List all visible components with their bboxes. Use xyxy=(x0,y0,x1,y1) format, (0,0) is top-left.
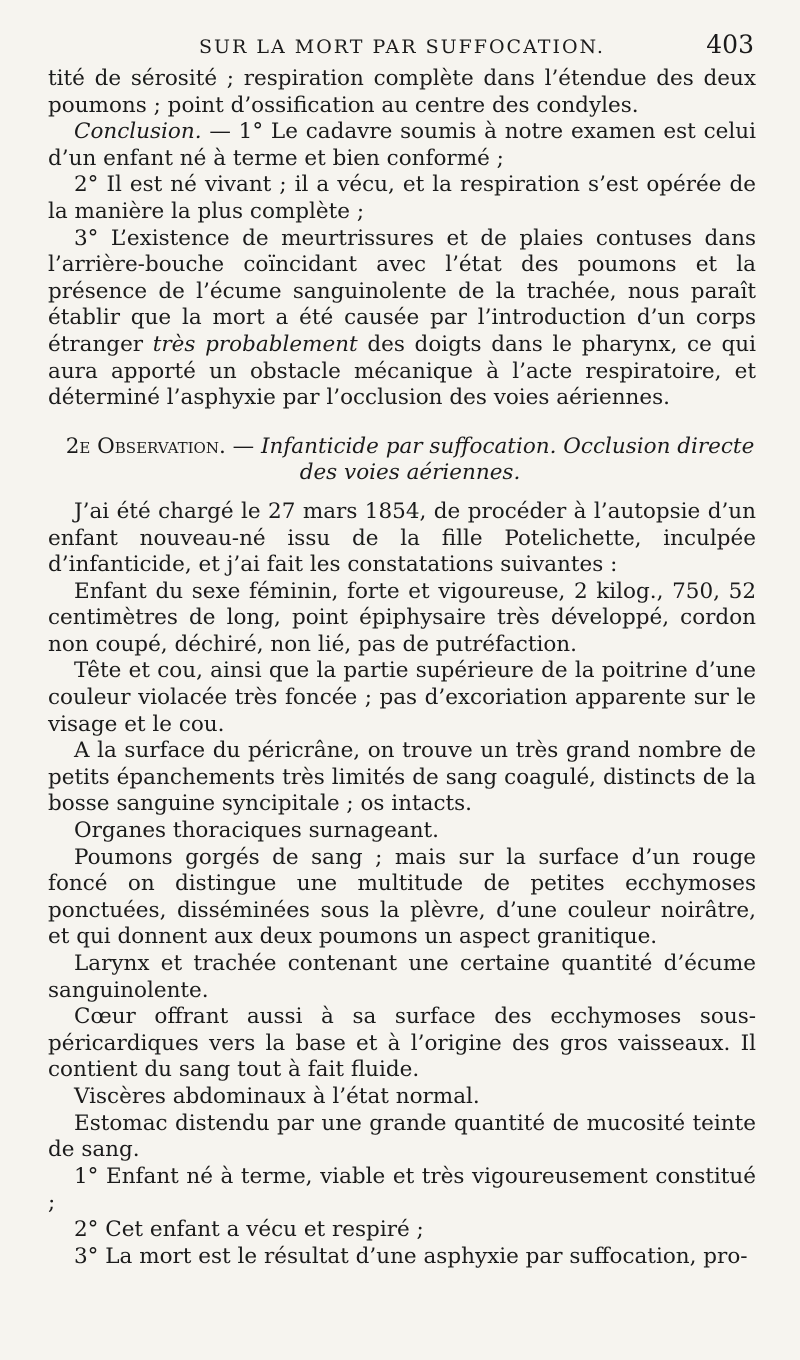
paragraph: Enfant du sexe féminin, forte et vigoureuse, 2 kilog., 750, 52 centimètres de long, point épiphysaire très développé, cordon non coupé, déchiré, non lié, pas de putréfaction. xyxy=(48,578,756,657)
paragraph: Viscères abdominaux à l’état normal. xyxy=(74,1083,480,1109)
page-body xyxy=(48,66,756,1270)
paragraph: J’ai été chargé le 27 mars 1854, de procéder à l’autopsie d’un enfant nouveau-né issu de la fille Potelichette, inculpée d’infanticide, et j’ai fait les constatations suivantes : xyxy=(48,498,756,578)
paragraph: 2° Cet enfant a vécu et respiré ; xyxy=(74,1216,424,1242)
text-run: des doigts dans le pharynx, ce qui aura apporté un obstacle mécanique à l’acte respiratoire, et déterminé l’asphyxie par l’occlusion des voies aériennes. xyxy=(48,331,756,411)
paragraph: tité de sérosité ; respiration complète dans l’étendue des deux poumons ; point d’ossification au centre des condyles. xyxy=(48,66,756,118)
paragraph: Organes thoraciques surnageant. xyxy=(74,818,440,844)
observation-title: Infanticide par suffocation. Occlusion directe des voies aériennes. xyxy=(260,433,755,486)
running-header xyxy=(48,30,756,66)
conclusion-paragraph xyxy=(48,119,756,172)
paragraph xyxy=(48,226,756,412)
paragraph: Poumons gorgés de sang ; mais sur la surface d’un rouge foncé on distingue une multitude de petites ecchymoses ponctuées, disséminées sous la plèvre, d’une couleur noirâtre, et qui donnent aux deux poumons un aspect granitique. xyxy=(48,844,756,950)
paragraph: Estomac distendu par une grande quantité de mucosité teinte de sang. xyxy=(48,1110,756,1163)
running-title: SUR LA MORT PAR SUFFOCATION. xyxy=(199,36,605,58)
paragraph: 2° Il est né vivant ; il a vécu, et la respiration s’est opérée de la manière la plus complète ; xyxy=(48,172,756,224)
paragraph: Cœur offrant aussi à sa surface des ecchymoses sous-péricardiques vers la base et à l’origine des gros vaisseaux. Il contient du sang tout à fait fluide. xyxy=(48,1004,756,1083)
italic-run: très probablement xyxy=(152,331,358,357)
observation-number: 2e Observation. xyxy=(65,433,226,459)
paragraph: 3° La mort est le résultat d’une asphyxie par suffocation, pro- xyxy=(74,1243,748,1269)
paragraph: A la surface du péricrâne, on trouve un très grand nombre de petits épanchements très limités de sang coagulé, distincts de la bosse sanguine syncipitale ; os intacts. xyxy=(48,738,756,817)
observation-heading xyxy=(48,434,756,487)
paragraph: Tête et cou, ainsi que la partie supérieure de la poitrine d’une couleur violacée très foncée ; pas d’excoriation apparente sur le visage et le cou. xyxy=(48,658,756,737)
conclusion-label: Conclusion. xyxy=(74,119,202,145)
page-number: 403 xyxy=(706,30,754,59)
observation-dash: — xyxy=(225,433,261,459)
paragraph: 1° Enfant né à terme, viable et très vigoureusement constitué ; xyxy=(48,1163,756,1216)
text-run: 3° L’existence de meurtrissures et de plaies contuses dans l’arrière-bouche coïncidant avec l’état des poumons et la présence de l’écume sanguinolente de la trachée, nous paraît établir que la mort a été causée par l’introduction d’un corps étranger xyxy=(48,225,756,357)
conclusion-text: — 1° Le cadavre soumis à notre examen est celui d’un enfant né à terme et bien conformé ; xyxy=(48,119,756,171)
paragraph: Larynx et trachée contenant une certaine quantité d’écume sanguinolente. xyxy=(48,951,756,1003)
